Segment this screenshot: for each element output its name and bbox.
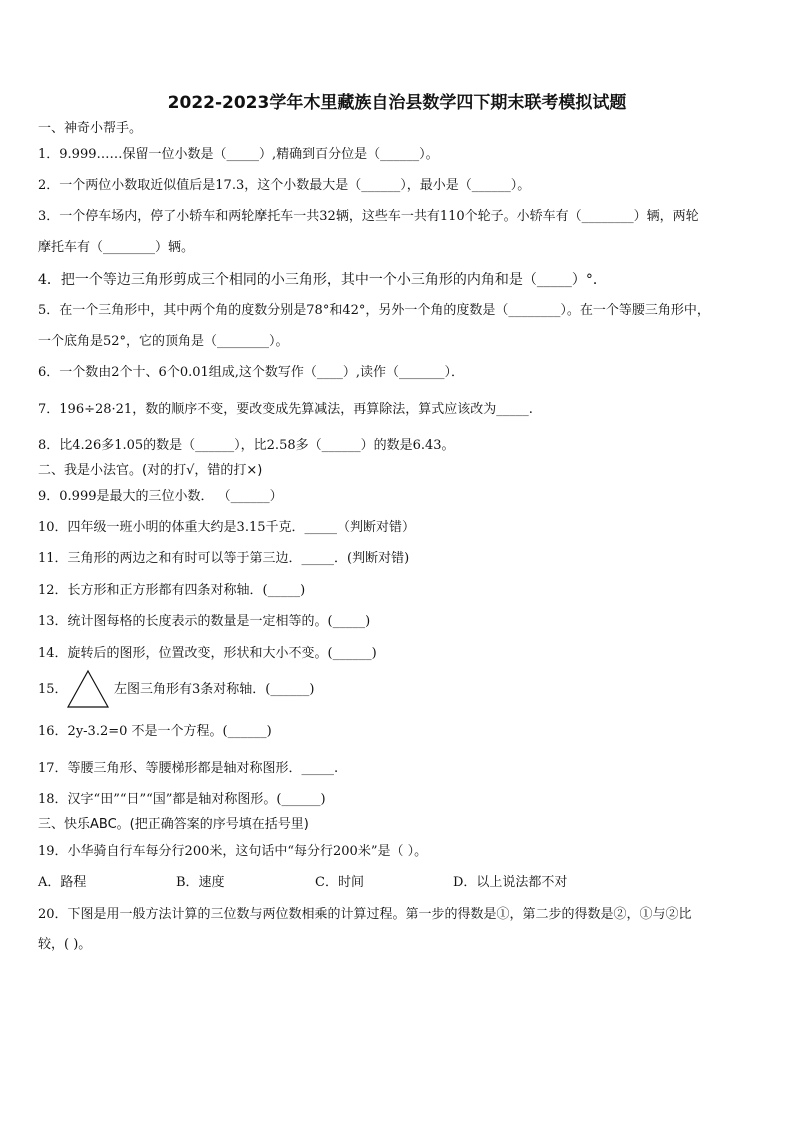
question-2: 2．一个两位小数取近似值后是17.3，这个小数最大是（______），最小是（______）。 xyxy=(38,178,531,193)
question-15-number: 15． xyxy=(38,682,68,697)
question-19: 19．小华骑自行车每分行200米，这句话中“每分行200米”是（ ）。 xyxy=(38,844,428,859)
question-3-line-1: 3．一个停车场内，停了小轿车和两轮摩托车一共32辆，这些车一共有110个轮子。小轿车有（________）辆，两轮 xyxy=(38,209,699,224)
question-5-line-2: 一个底角是52°，它的顶角是（________）。 xyxy=(38,334,289,349)
question-20-line-2: 较，( )。 xyxy=(38,937,92,952)
section-1-heading: 一、神奇小帮手。 xyxy=(38,121,143,136)
question-7: 7．196÷28·21，数的顺序不变，要改变成先算减法，再算除法，算式应该改为_____. xyxy=(38,402,533,417)
section-3-heading: 三、快乐ABC。(把正确答案的序号填在括号里) xyxy=(38,817,309,832)
question-6: 6．一个数由2个十、6个0.01组成,这个数写作（____）,读作（_______）． xyxy=(38,365,465,380)
question-18: 18．汉字“田”“日”“国”都是轴对称图形。(______) xyxy=(38,792,326,807)
choice-a: A．路程 xyxy=(38,875,87,890)
question-5-line-1: 5．在一个三角形中，其中两个角的度数分别是78°和42°，另外一个角的度数是（________）。在一个等腰三角形中， xyxy=(38,303,710,318)
question-14: 14．旋转后的图形，位置改变，形状和大小不变。(______) xyxy=(38,646,377,661)
question-3-line-2: 摩托车有（________）辆。 xyxy=(38,240,195,255)
question-11: 11．三角形的两边之和有时可以等于第三边．_____．(判断对错) xyxy=(38,551,410,566)
question-15: 左图三角形有3条对称轴．(______) xyxy=(114,682,315,697)
question-12: 12．长方形和正方形都有四条对称轴．(_____) xyxy=(38,583,306,598)
exam-title: 2022-2023学年木里藏族自治县数学四下期末联考模拟试题 xyxy=(167,93,627,113)
choice-c: C．时间 xyxy=(315,875,364,890)
section-2-heading: 二、我是小法官。(对的打√，错的打×) xyxy=(38,463,263,478)
question-9: 9．0.999是最大的三位小数． （______） xyxy=(38,489,283,504)
choice-d: D．以上说法都不对 xyxy=(453,875,568,890)
question-17: 17．等腰三角形、等腰梯形都是轴对称图形．_____. xyxy=(38,761,339,776)
choice-b: B．速度 xyxy=(176,875,225,890)
question-16: 16．2y-3.2=0 不是一个方程。(______) xyxy=(38,724,272,739)
question-1: 1．9.999……保留一位小数是（_____）,精确到百分位是（______）。 xyxy=(38,147,439,162)
question-8: 8．比4.26多1.05的数是（______），比2.58多（______）的数是6.43。 xyxy=(38,438,455,453)
triangle-figure xyxy=(66,669,110,709)
question-4: 4．把一个等边三角形剪成三个相同的小三角形，其中一个小三角形的内角和是（_____）°． xyxy=(38,272,607,288)
question-20-line-1: 20．下图是用一般方法计算的三位数与两位数相乘的计算过程。第一步的得数是①，第二步的得数是②，①与②比 xyxy=(38,907,692,922)
question-10: 10．四年级一班小明的体重大约是3.15千克．_____（判断对错） xyxy=(38,520,415,535)
question-13: 13．统计图每格的长度表示的数量是一定相等的。(_____) xyxy=(38,614,371,629)
